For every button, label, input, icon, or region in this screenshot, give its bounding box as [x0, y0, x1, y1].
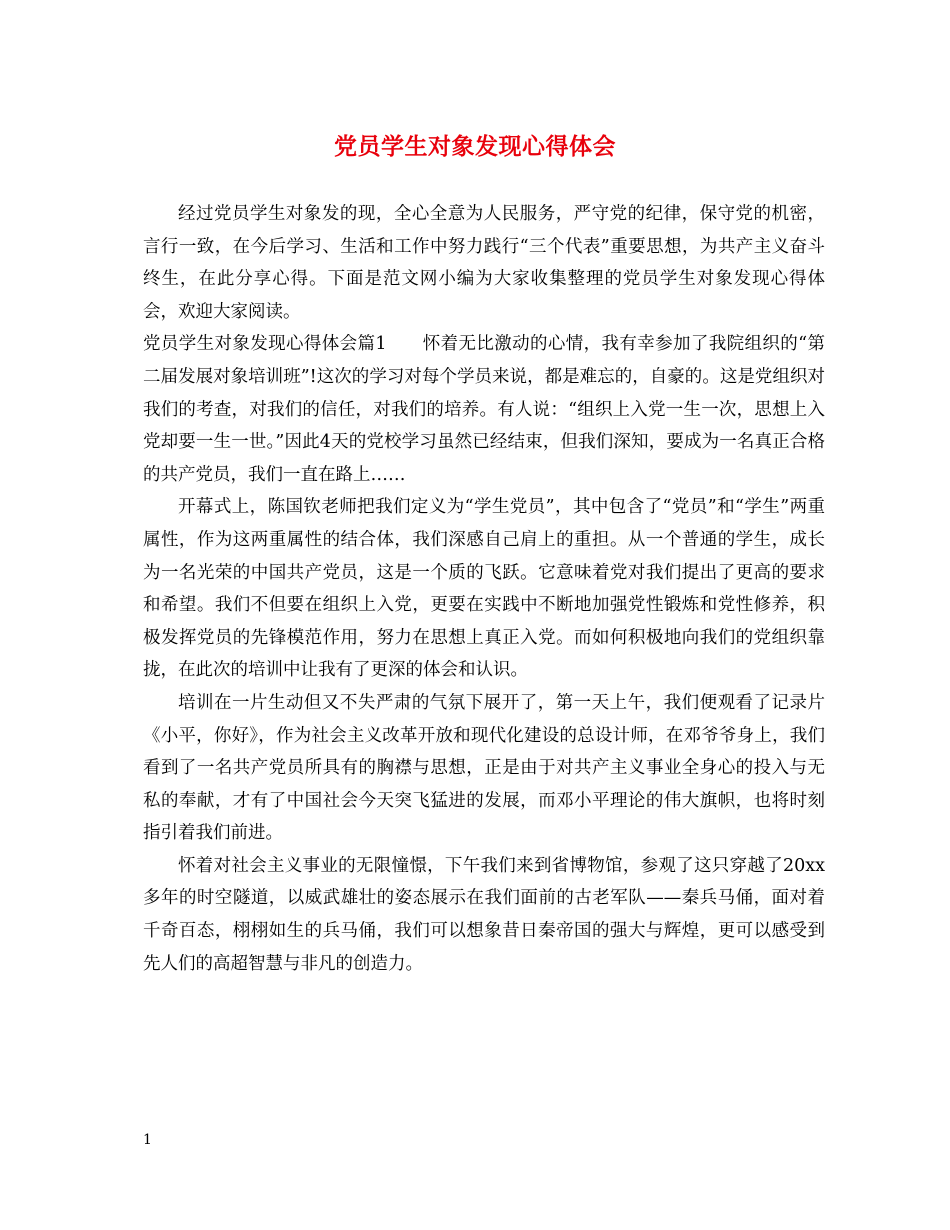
paragraph-section-1: 党员学生对象发现心得体会篇1 怀着无比激动的心情，我有幸参加了我院组织的“第二届发展对象培训班”!这次的学习对每个学员来说，都是难忘的，自豪的。这是党组织对我们的考查，对我们的信任，对我们的培养。有人说：“组织上入党一生一次，思想上入党却要一生一世。”因此4天的党校学习虽然已经结束，但我们深知，要成为一名真正合格的共产党员，我们一直在路上……	[143, 334, 825, 485]
paragraph-training-day: 培训在一片生动但又不失严肃的气氛下展开了，第一天上午，我们便观看了记录片《小平，你好》，作为社会主义改革开放和现代化建设的总设计师，在邓爷爷身上，我们看到了一名共产党员所具有的胸襟与思想，正是由于对共产主义事业全身心的投入与无私的奉献，才有了中国社会今天突飞猛进的发展，而邓小平理论的伟大旗帜，也将时刻指引着我们前进。	[143, 692, 825, 844]
document-body	[143, 198, 825, 980]
paragraph-intro: 经过党员学生对象发的现，全心全意为人民服务，严守党的纪律，保守党的机密，言行一致，在今后学习、生活和工作中努力践行“三个代表”重要思想，为共产主义奋斗终生，在此分享心得。下面是范文网小编为大家收集整理的党员学生对象发现心得体会，欢迎大家阅读。	[143, 204, 825, 322]
paragraph-opening-ceremony: 开幕式上，陈国钦老师把我们定义为“学生党员”，其中包含了“党员”和“学生”两重属性，作为这两重属性的结合体，我们深感自己肩上的重担。从一个普通的学生，成长为一名光荣的中国共产党员，这是一个质的飞跃。它意味着党对我们提出了更高的要求和希望。我们不但要在组织上入党，更要在实践中不断地加强党性锻炼和党性修养，积极发挥党员的先锋模范作用，努力在思想上真正入党。而如何积极地向我们的党组织靠拢，在此次的培训中让我有了更深的体会和认识。	[143, 497, 825, 681]
page-number: 1	[143, 1132, 152, 1148]
document-title: 党员学生对象发现心得体会	[334, 133, 616, 160]
paragraph-museum-visit: 怀着对社会主义事业的无限憧憬，下午我们来到省博物馆，参观了这只穿越了20xx多年的时空隧道，以威武雄壮的姿态展示在我们面前的古老军队——秦兵马俑，面对着千奇百态，栩栩如生的兵马俑，我们可以想象昔日秦帝国的强大与辉煌，更可以感受到先人们的高超智慧与非凡的创造力。	[143, 855, 825, 974]
